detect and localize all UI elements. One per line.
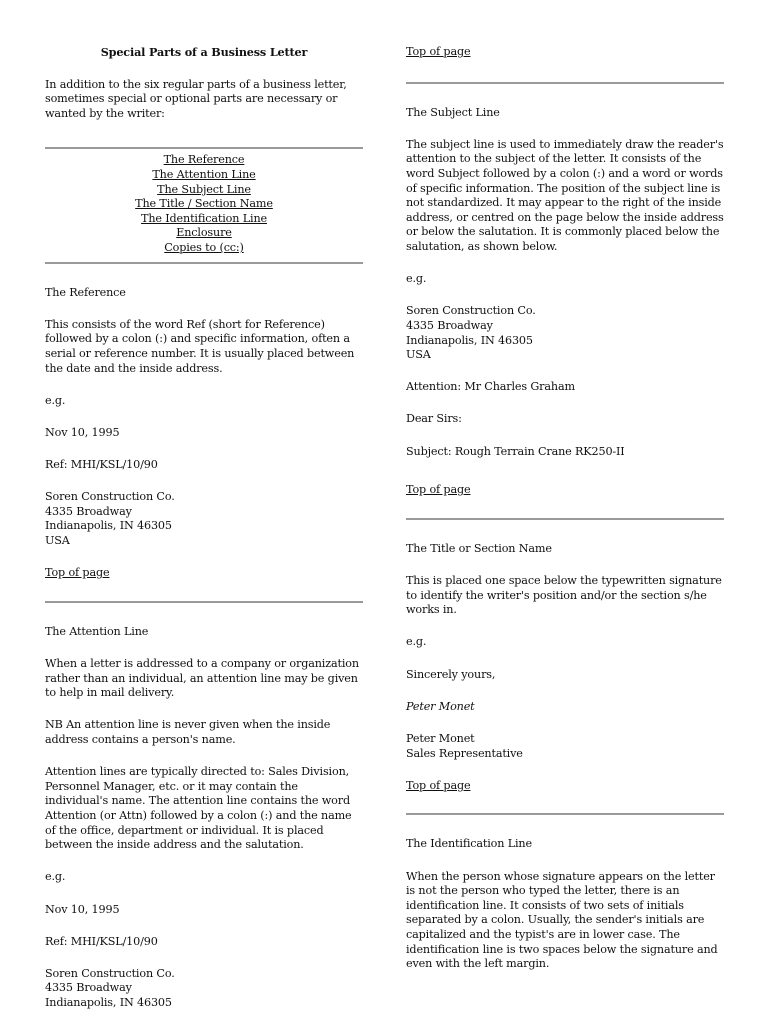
title-section-description: This is placed one space below the typewritten signature to identify the writer's position and/or the section s/he works in. [406,574,722,617]
page-title: Special Parts of a Business Letter [100,45,308,59]
address-line: Indianapolis, IN 46305 [406,333,533,347]
left-column [45,0,363,1011]
section-heading-identification-line: The Identification Line [406,837,532,851]
example-signature: Peter Monet [406,699,475,713]
example-date: Nov 10, 1995 [45,902,120,916]
example-salutation: Dear Sirs: [406,412,462,426]
divider [406,813,724,815]
table-of-contents [45,149,363,261]
example-label: e.g. [406,272,427,286]
section-heading-attention-line: The Attention Line [45,624,149,638]
top-of-page-link[interactable]: Top of page [45,566,110,580]
example-subject: Subject: Rough Terrain Crane RK250-II [406,444,625,458]
top-of-page-link[interactable]: Top of page [406,483,471,497]
toc-link-enclosure[interactable]: Enclosure [176,226,232,240]
example-ref: Ref: MHI/KSL/10/90 [45,934,158,948]
attention-paragraph-1: When a letter is addressed to a company or organization rather than an individual, an attention line may be given to help in mail delivery. [45,657,359,700]
example-label: e.g. [406,635,427,649]
intro-paragraph: In addition to the six regular parts of a business letter, sometimes special or optional parts are necessary or wanted by the writer: [45,77,347,120]
address-line: USA [406,348,431,362]
section-heading-subject-line: The Subject Line [406,105,500,119]
address-line: Soren Construction Co. [45,490,175,504]
top-of-page-link[interactable]: Top of page [406,778,471,792]
section-heading-title-section-name: The Title or Section Name [406,541,552,555]
divider [45,262,363,264]
divider [406,518,724,520]
example-address [45,490,363,548]
example-closing: Sincerely yours, [406,667,496,681]
example-label: e.g. [45,393,66,407]
address-line: 4335 Broadway [45,504,132,518]
section-heading-reference: The Reference [45,285,126,299]
address-line: USA [45,534,70,548]
example-date: Nov 10, 1995 [45,425,120,439]
example-attention: Attention: Mr Charles Graham [406,380,575,394]
top-of-page-link[interactable]: Top of page [406,45,471,58]
toc-link-copies-to[interactable]: Copies to (cc:) [164,240,244,254]
divider [45,601,363,603]
signer-position: Sales Representative [406,746,523,760]
subject-description: The subject line is used to immediately draw the reader's attention to the subject of the letter. It consists of the word Subject followed by a colon (:) and a word or words of specific information. The position of the subject line is not standardized. It may appear to the right of the inside address, or centred on the page below the inside address or below the salutation. It is commonly placed below the salutation, as shown below. [406,137,724,253]
example-label: e.g. [45,870,66,884]
right-column [406,0,724,972]
toc-link-reference[interactable]: The Reference [163,153,245,167]
address-line: Soren Construction Co. [45,966,175,980]
attention-paragraph-2: NB An attention line is never given when the inside address contains a person's name. [45,718,331,746]
address-line: Soren Construction Co. [406,304,536,318]
address-line: Indianapolis, IN 46305 [45,996,172,1010]
attention-paragraph-3: Attention lines are typically directed to: Sales Division, Personnel Manager, etc. or it may contain the individual's name. The attention line contains the word Attention (or Attn) followed by a colon (:) and the name of the office, department or individual. It is placed between the inside address and the salutation. [45,765,352,852]
toc-link-subject-line[interactable]: The Subject Line [157,182,251,196]
signer-name: Peter Monet [406,731,475,745]
address-line: 4335 Broadway [406,318,493,332]
identification-description: When the person whose signature appears on the letter is not the person who typed the letter, there is an identification line. It consists of two sets of initials separated by a colon. Usually, the sender's initials are capitalized and the typist's are in lower case. The identification line is two spaces below the signature and even with the left margin. [406,869,718,971]
toc-link-title-section-name[interactable]: The Title / Section Name [135,197,273,211]
example-address [406,304,724,362]
example-ref: Ref: MHI/KSL/10/90 [45,458,158,472]
divider [406,82,724,84]
address-line: 4335 Broadway [45,981,132,995]
example-address [45,967,363,1011]
example-signer [406,732,724,761]
toc-link-identification-line[interactable]: The Identification Line [141,211,267,225]
toc-link-attention-line[interactable]: The Attention Line [152,167,256,181]
reference-description: This consists of the word Ref (short for Reference) followed by a colon (:) and specific information, often a serial or reference number. It is usually placed between the date and the inside address. [45,317,355,375]
address-line: Indianapolis, IN 46305 [45,519,172,533]
